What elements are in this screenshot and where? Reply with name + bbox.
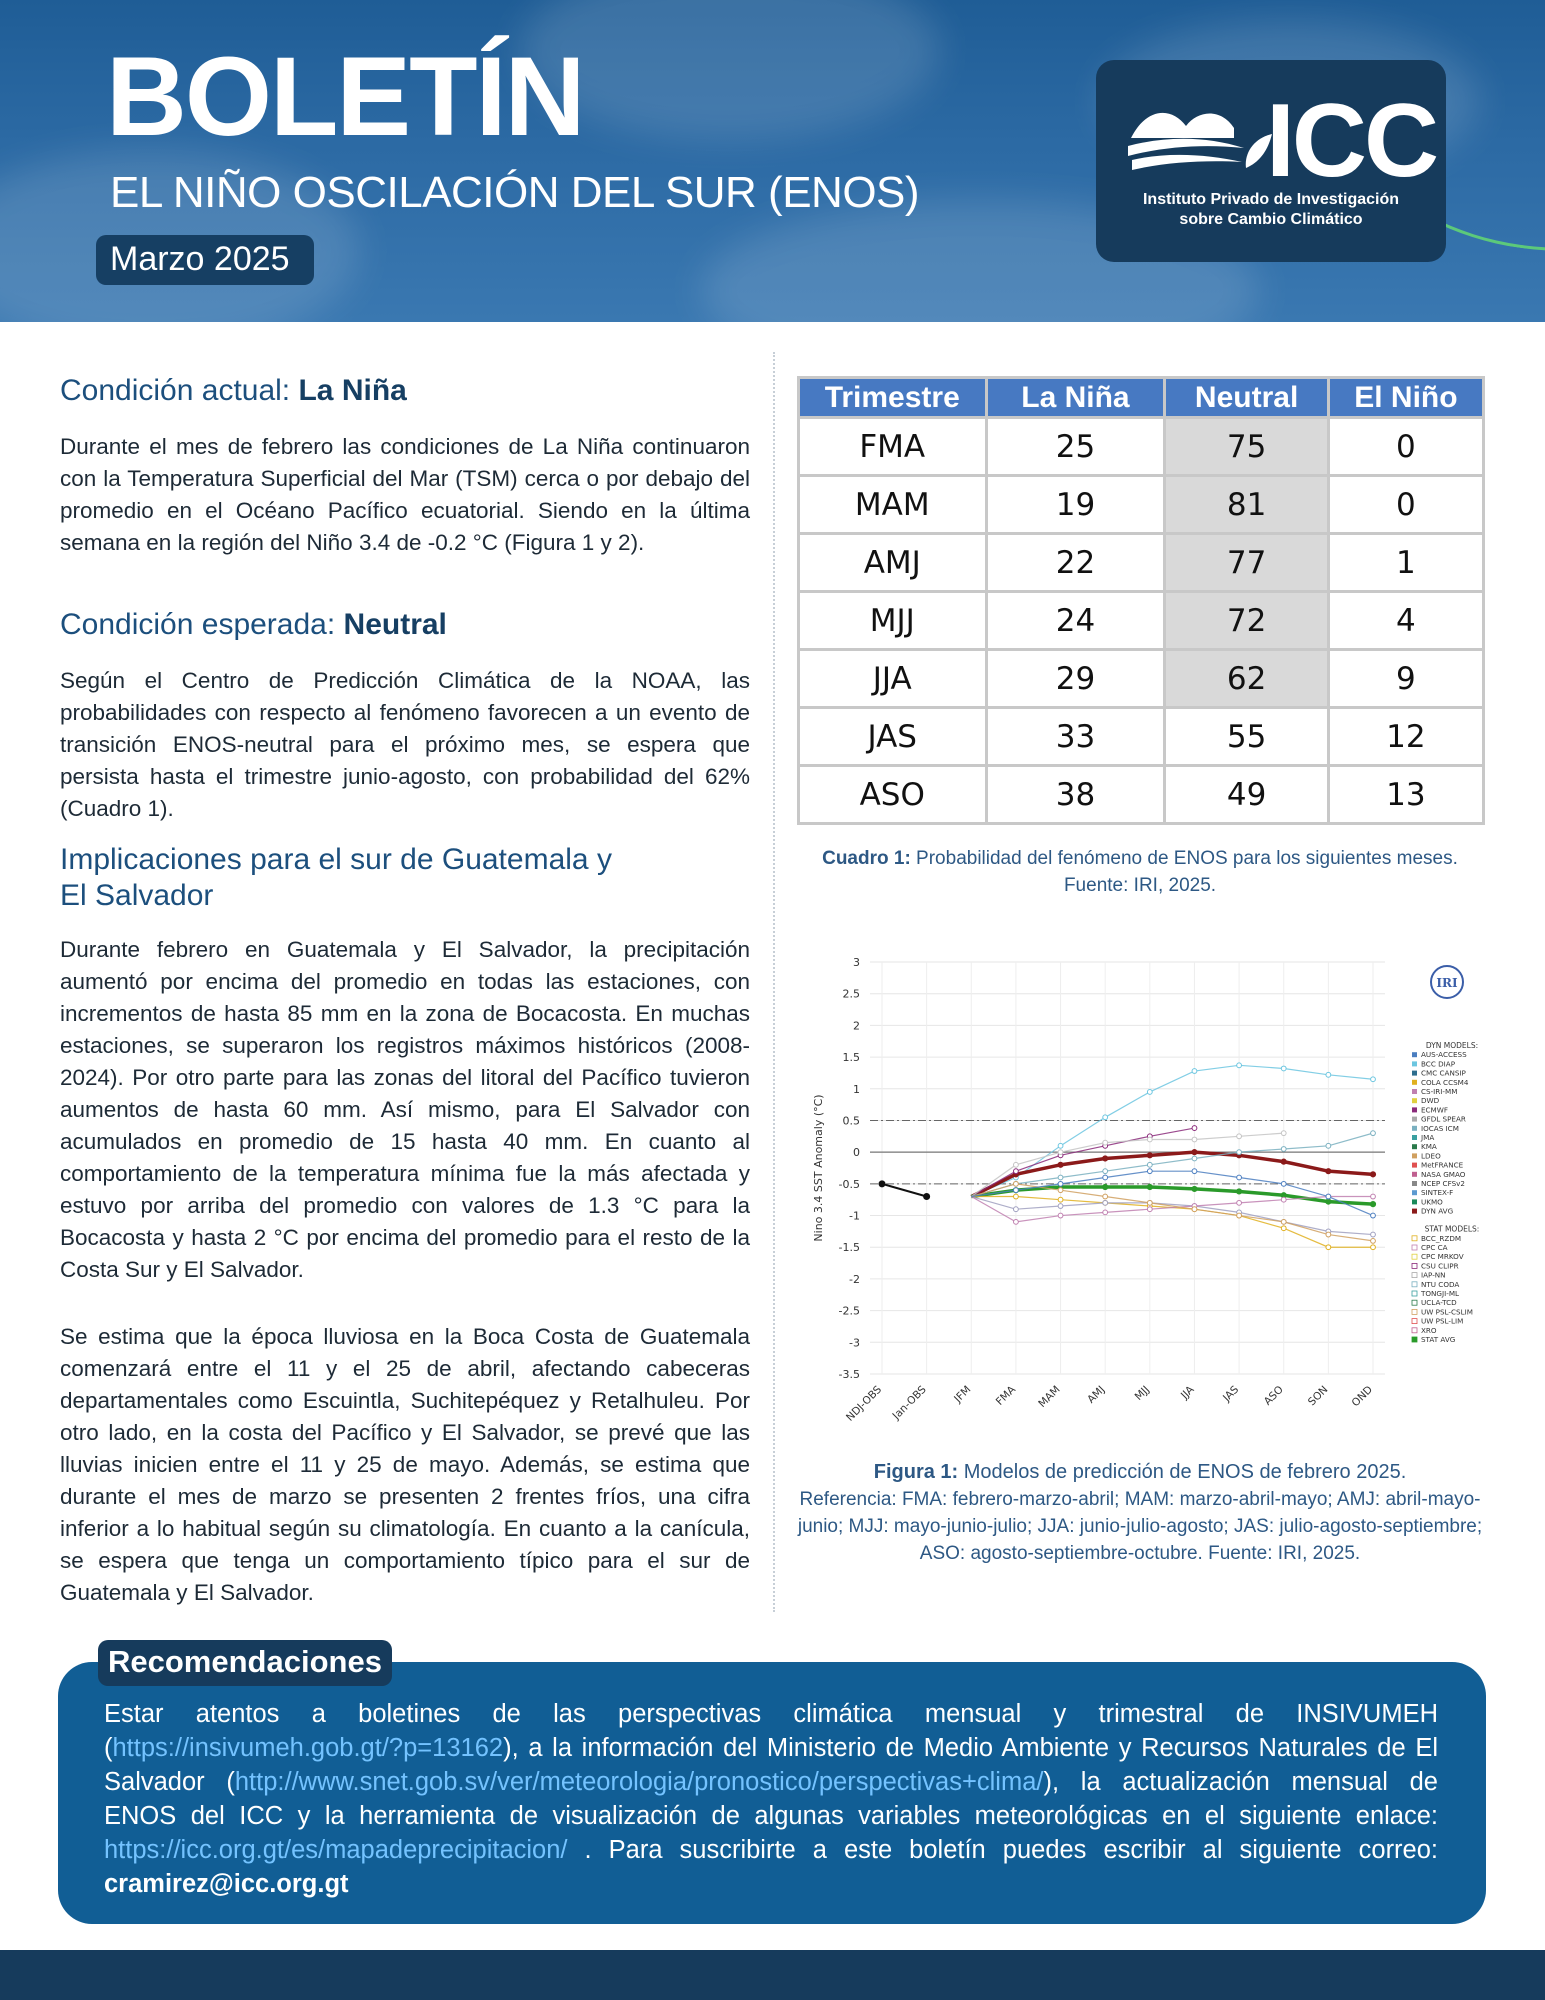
data-point [1058,1162,1063,1167]
x-tick-label: JAS [1220,1383,1242,1404]
data-point [1192,1186,1197,1191]
legend-entry: KMA [1421,1142,1437,1152]
table-row [799,418,1484,476]
data-point [1192,1150,1197,1155]
data-point [1371,1245,1376,1250]
legend-entry: UCLA-TCD [1421,1298,1457,1308]
table-cell: 77 [1165,534,1328,592]
caption-line: Fuente: IRI, 2025. [1063,875,1217,896]
x-tick-label: FMA [993,1383,1019,1408]
x-tick-label: SON [1305,1383,1331,1409]
bulletin-title: BOLETÍN [106,34,584,159]
caption-line [790,1459,1490,1486]
data-point [1103,1210,1108,1215]
data-point [1058,1204,1063,1209]
data-point [1326,1169,1331,1174]
data-point [1192,1169,1197,1174]
legend-swatch [1412,1291,1417,1296]
contact-email[interactable]: cramirez@icc.org.gt [104,1870,349,1898]
data-point [1058,1143,1063,1148]
legend-swatch [1412,1117,1417,1122]
data-point [1281,1131,1286,1136]
table-cell: FMA [799,418,987,476]
data-point [1103,1115,1108,1120]
legend-entry: MetFRANCE [1421,1160,1464,1170]
data-point [1192,1207,1197,1212]
data-point [1103,1175,1108,1180]
legend-swatch [1412,1061,1417,1066]
heading-value: La Niña [298,374,407,407]
data-point [1371,1213,1376,1218]
caption-line [790,845,1490,872]
legend-entry: BCC DIAP [1421,1059,1456,1069]
legend-entry: DWD [1421,1096,1440,1106]
table-row [799,650,1484,708]
data-point [1147,1137,1152,1142]
bulletin-subtitle: EL NIÑO OSCILACIÓN DEL SUR (ENOS) [110,168,920,217]
legend-entry: GFDL SPEAR [1421,1114,1466,1124]
data-point [1326,1194,1331,1199]
legend-swatch [1412,1181,1417,1186]
data-point [1237,1063,1242,1068]
legend-entry: STAT AVG [1421,1335,1456,1344]
x-tick-label: JFM [952,1383,974,1405]
table-cell: JAS [799,708,987,766]
data-point [1103,1200,1108,1205]
data-point [1237,1134,1242,1139]
y-tick-label: -3.5 [838,1368,860,1381]
y-tick-label: 3 [853,956,860,969]
legend-entry: ECMWF [1421,1105,1449,1115]
data-point [1147,1153,1152,1158]
data-point [1147,1207,1152,1212]
heading-line: Implicaciones para el sur de Guatemala y [60,843,612,876]
legend-swatch [1412,1071,1417,1076]
legend-entry: XRO [1421,1325,1437,1335]
legend-swatch [1412,1199,1417,1204]
table-cell: 33 [986,708,1165,766]
caption-text: Probabilidad del fenómeno de ENOS para los siguientes meses. [910,848,1458,869]
table-row [799,592,1484,650]
legend-entry: CPC MRKOV [1421,1252,1464,1262]
icc-precipitation-map-link[interactable]: https://icc.org.gt/es/mapadeprecipitacion/ [104,1836,568,1864]
heading-line: El Salvador [60,879,214,912]
data-point [1058,1197,1063,1202]
data-point [1103,1169,1108,1174]
table-cell: 72 [1165,592,1328,650]
data-point [1058,1188,1063,1193]
y-tick-label: -0.5 [838,1177,860,1191]
leaf-wave-icon [1126,98,1276,188]
table-cell: 49 [1165,766,1328,824]
expected-condition-text: Según el Centro de Predicción Climática de la NOAA, las probabilidades con respecto al fenómeno favorecen a un evento de transición ENOS-neutral para el próximo mes, se espera que persista hasta el trimestre junio-agosto, con probabilidad del 62% (Cuadro 1). [60,668,750,821]
table-cell: ASO [799,766,987,824]
series-line [971,1187,1373,1204]
legend-entry: CSU CLIPR [1421,1261,1459,1271]
legend-swatch [1412,1098,1417,1103]
caption-reference: Referencia: FMA: febrero-marzo-abril; MAM: marzo-abril-mayo; AMJ: abril-mayo-junio; MJJ: mayo-junio-julio; JJA: junio-julio-agosto; JAS: julio-agosto-septiembre; ASO: agosto-septiembre-octubre. Fuente: IRI, 2025. [797,1489,1483,1564]
icc-logo [1096,60,1446,262]
data-point [1326,1245,1331,1250]
caption-label: Figura 1: [873,1461,959,1483]
data-point [1281,1147,1286,1152]
y-tick-label: -1 [849,1209,860,1223]
data-point [1281,1219,1286,1224]
legend-swatch [1412,1319,1417,1324]
table-cell: 81 [1165,476,1328,534]
caption-label: Cuadro 1: [822,848,911,869]
table-caption [790,845,1490,899]
table-cell: 29 [986,650,1165,708]
legend-entry: UW PSL-LIM [1421,1316,1464,1326]
implications-text-2: Se estima que la época lluviosa en la Boca Costa de Guatemala comenzará entre el 11 y el 25 de abril, afectando cabeceras departamentales como Escuintla, Suchitepéquez y Retalhuleu. Por otro lado, en la costa del Pacífico y El Salvador, se prevé que las lluvias inicien entre el 11 y 25 de mayo. Además, se estima que durante el mes de marzo se presenten 2 frentes fríos, una cifra inferior a lo habitual según su climatología. En cuanto a la canícula, se espera que tenga un comportamiento típico para el sur de Guatemala y El Salvador. [60,1324,750,1605]
legend-entry: JMA [1421,1133,1435,1142]
legend-swatch [1412,1126,1417,1131]
legend-swatch [1412,1300,1417,1305]
legend-swatch [1412,1135,1417,1140]
legend-entry: LDEO [1421,1151,1441,1161]
x-tick-label: OND [1349,1383,1376,1410]
data-point [1326,1143,1331,1148]
data-point [1103,1156,1108,1161]
x-tick-label: MAM [1036,1383,1063,1411]
table-header-cell: Trimestre [799,378,987,418]
heading-prefix: Condición actual: [60,374,299,407]
data-point [1371,1131,1376,1136]
data-point [1147,1162,1152,1167]
legend-swatch [1412,1309,1417,1314]
rec-text-part: ), la actualización mensual de ENOS del ICC y la herramienta de visualización de algunas variables meteorológicas en el siguiente enlace: [104,1768,1438,1830]
data-point [1014,1207,1019,1212]
table-cell: MAM [799,476,987,534]
table-cell: 1 [1328,534,1483,592]
data-point [1326,1072,1331,1077]
series-line [971,1065,1373,1196]
legend-swatch [1412,1328,1417,1333]
legend-entry: SINTEX-F [1421,1188,1454,1198]
data-point [1371,1232,1376,1237]
data-point [1058,1175,1063,1180]
legend-entry: TONGJI-ML [1421,1289,1460,1298]
iri-badge-text: IRI [1436,976,1458,990]
table-cell: 24 [986,592,1165,650]
data-point [1147,1200,1152,1205]
caption-text: Modelos de predicción de ENOS de febrero 2025. [958,1461,1407,1483]
rec-text-part: ), a la información del Ministerio de Medio Ambiente y Recursos Naturales de El Salvador ( [104,1734,1438,1796]
legend-swatch [1412,1209,1417,1214]
data-point [1192,1126,1197,1131]
table-cell: 0 [1328,418,1483,476]
observed-line [882,1184,927,1197]
table-row [799,708,1484,766]
legend-entry: BCC_RZDM [1421,1233,1462,1243]
legend-swatch [1412,1052,1417,1057]
legend-entry: IAP-NN [1421,1270,1446,1280]
table-cell: 9 [1328,650,1483,708]
legend-entry: DYN AVG [1421,1206,1454,1216]
data-point [1192,1156,1197,1161]
x-tick-label: MJJ [1132,1383,1152,1403]
observed-point [923,1193,930,1200]
y-tick-label: 1.5 [842,1051,860,1065]
y-tick-label: -1.5 [838,1241,860,1255]
legend-entry: NASA GMAO [1421,1169,1466,1179]
legend-title: STAT MODELS: [1424,1224,1480,1234]
table-header-cell: El Niño [1328,378,1483,418]
data-point [1371,1194,1376,1199]
enos-model-forecast-chart [800,940,1490,1440]
table-cell: MJJ [799,592,987,650]
legend-swatch [1412,1172,1417,1177]
data-point [1371,1077,1376,1082]
data-point [1058,1181,1063,1186]
legend-swatch [1412,1236,1417,1241]
table-cell: 4 [1328,592,1483,650]
legend-entry: NCEP CFSv2 [1421,1179,1465,1188]
y-tick-label: -3 [849,1336,860,1350]
data-point [1058,1150,1063,1155]
recommendations-title: Recomendaciones [98,1640,392,1686]
table-cell: AMJ [799,534,987,592]
data-point [1014,1169,1019,1174]
snet-link[interactable]: http://www.snet.gob.sv/ver/meteorologia/pronostico/perspectivas+clima/ [234,1768,1044,1796]
legend-entry: IOCAS ICM [1421,1123,1459,1133]
data-point [1281,1226,1286,1231]
data-point [1147,1169,1152,1174]
legend-swatch [1412,1153,1417,1158]
y-tick-label: 0 [853,1146,860,1160]
data-point [1014,1181,1019,1186]
data-point [1371,1238,1376,1243]
month-badge: Marzo 2025 [96,235,314,285]
data-point [1281,1197,1286,1202]
legend-swatch [1412,1107,1417,1112]
y-tick-label: 0.5 [842,1114,860,1128]
table-header-row [799,378,1484,418]
enos-probability-table [797,376,1485,825]
legend-entry: NTU CODA [1421,1279,1460,1289]
legend-entry: CMC CANSIP [1421,1068,1466,1078]
data-point [1281,1159,1286,1164]
legend-swatch [1412,1190,1417,1195]
data-point [1237,1175,1242,1180]
footer-band [0,1950,1545,2000]
y-tick-label: 2 [853,1019,860,1033]
table-header-cell: Neutral [1165,378,1328,418]
legend-swatch [1412,1089,1417,1094]
column-divider [773,352,775,1612]
legend-swatch [1412,1163,1417,1168]
expected-condition-heading [60,608,447,642]
implications-text-1: Durante febrero en Guatemala y El Salvador, la precipitación aumentó por encima del promedio en todas las estaciones, con incrementos de hasta 85 mm en la zona de Bocacosta. En muchas estaciones, se superaron los registros máximos históricos (2008-2024). Por otro parte para las zonas del litoral del Pacífico tuvieron aumentos de hasta 60 mm. Así mismo, para El Salvador con acumulados en promedio de 15 hasta 40 mm. En cuanto al comportamiento de la temperatura mínima fue la más afectada y estuvo por arriba del promedio con valores de 1.3 °C para la Bocacosta y hasta 2 °C por encima del promedio para el resto de la Costa Sur y El Salvador. [60,937,750,1282]
data-point [1147,1184,1152,1189]
table-cell: 25 [986,418,1165,476]
recommendations-text [104,1697,1438,1901]
current-condition-heading [60,374,407,408]
data-point [1014,1188,1019,1193]
data-point [1058,1213,1063,1218]
rec-text-part: Estar atentos a boletines de las perspectivas climática mensual y trimestral de INSIVUMEH ( [104,1700,1438,1762]
header-banner [0,0,1545,322]
rec-text-part: . Para suscribirte a este boletín puedes escribir al siguiente correo: [567,1836,1438,1864]
x-tick-label: Jan-OBS [890,1383,929,1422]
legend-swatch [1412,1245,1417,1250]
x-tick-label: ASO [1261,1383,1286,1408]
legend-entry: UKMO [1421,1197,1443,1207]
legend-swatch [1412,1263,1417,1268]
data-point [1370,1172,1375,1177]
icc-logo-text: ICC [1266,83,1437,199]
table-cell: 75 [1165,418,1328,476]
data-point [1014,1162,1019,1167]
legend-swatch [1412,1273,1417,1278]
table-row [799,766,1484,824]
x-tick-label: NDJ-OBS [844,1383,885,1424]
data-point [1103,1140,1108,1145]
data-point [1103,1194,1108,1199]
table-cell: 19 [986,476,1165,534]
table-cell: 0 [1328,476,1483,534]
data-point [1192,1137,1197,1142]
figure-caption [790,1459,1490,1567]
data-point [1192,1069,1197,1074]
x-tick-label: JJA [1178,1383,1197,1402]
table-row [799,534,1484,592]
data-point [1014,1219,1019,1224]
table-row [799,476,1484,534]
icc-logo-caption [1116,190,1426,230]
table-cell: 55 [1165,708,1328,766]
legend-swatch [1412,1337,1417,1342]
data-point [1236,1189,1241,1194]
data-point [1326,1199,1331,1204]
legend-entry: CS-IRI-MM [1421,1087,1458,1096]
y-tick-label: -2.5 [838,1304,860,1318]
data-point [1326,1232,1331,1237]
table-cell: 22 [986,534,1165,592]
heading-prefix: Condición esperada: [60,608,344,641]
data-point [1014,1194,1019,1199]
y-tick-label: 1 [853,1082,860,1096]
legend-swatch [1412,1144,1417,1149]
legend-entry: AUS-ACCESS [1421,1050,1467,1060]
data-point [1281,1181,1286,1186]
table-header-cell: La Niña [986,378,1165,418]
series-line [971,1171,1373,1215]
logo-caption-line: sobre Cambio Climático [1179,211,1363,228]
legend-title: DYN MODELS: [1425,1041,1479,1050]
legend-entry: COLA CCSM4 [1421,1077,1469,1087]
legend-entry: UW PSL-CSLIM [1421,1307,1473,1317]
data-point [1103,1184,1108,1189]
table-cell: 12 [1328,708,1483,766]
legend-swatch [1412,1254,1417,1259]
heading-value: Neutral [343,608,447,641]
logo-caption-line: Instituto Privado de Investigación [1142,191,1400,208]
table-cell: 38 [986,766,1165,824]
insivumeh-link[interactable]: https://insivumeh.gob.gt/?p=13162 [112,1734,504,1762]
implications-heading [60,842,612,914]
data-point [1237,1150,1242,1155]
data-point [1370,1202,1375,1207]
y-axis-label: Nino 3.4 SST Anomaly (°C) [812,1094,825,1242]
table-cell: JJA [799,650,987,708]
data-point [1237,1200,1242,1205]
y-tick-label: -2 [849,1272,860,1286]
current-condition-text: Durante el mes de febrero las condiciones de La Niña continuaron con la Temperatura Superficial del Mar (TSM) cerca o por debajo del promedio en el Océano Pacífico ecuatorial. Siendo en la última semana en la región del Niño 3.4 de -0.2 °C (Figura 1 y 2). [60,434,750,555]
data-point [1237,1213,1242,1218]
legend-swatch [1412,1282,1417,1287]
x-tick-label: AMJ [1085,1383,1108,1406]
y-tick-label: 2.5 [842,987,860,1001]
table-cell: 62 [1165,650,1328,708]
table-cell: 13 [1328,766,1483,824]
observed-point [879,1180,886,1187]
data-point [1147,1090,1152,1095]
data-point [1281,1066,1286,1071]
legend-swatch [1412,1080,1417,1085]
legend-entry: CPC CA [1421,1243,1448,1252]
